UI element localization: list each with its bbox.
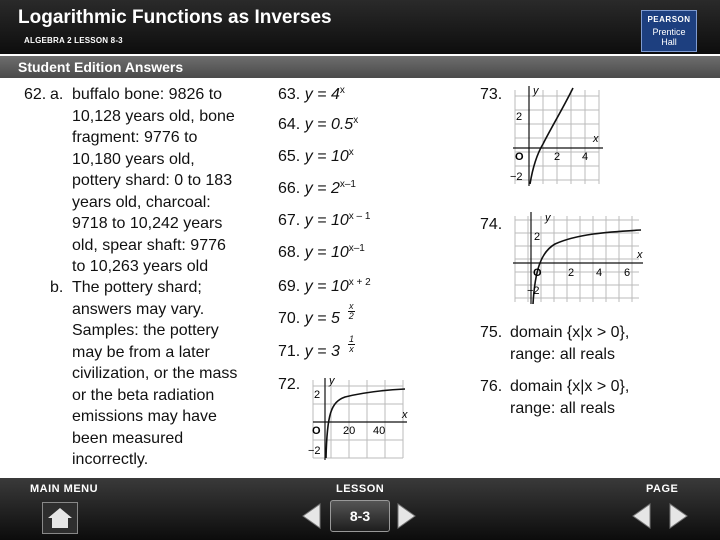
answer-number: 67.: [278, 212, 301, 229]
answer-number: 76.: [480, 378, 503, 395]
y-tick-label: −2: [308, 445, 321, 457]
answer-number: 65.: [278, 148, 301, 165]
part-a-line: 10,180 years old,: [72, 150, 195, 168]
fraction-exponent: [348, 335, 355, 354]
part-a-line: fragment: 9776 to: [72, 129, 198, 146]
answer-76-line1: domain {x|x > 0},: [510, 378, 630, 395]
home-button[interactable]: [42, 502, 78, 534]
answer-number: 70.: [278, 310, 301, 327]
lesson-button-label: 8-3: [349, 508, 371, 524]
answer-63: [278, 84, 345, 106]
answer-66: [278, 178, 356, 200]
logo-line3: Hall: [661, 37, 677, 47]
y-tick-label: −2: [527, 285, 540, 297]
problem-62-number: 62.: [24, 86, 47, 103]
answer-73-number: 73.: [480, 86, 503, 103]
next-page-icon[interactable]: [668, 502, 690, 530]
y-tick-label: 2: [534, 231, 541, 243]
y-tick-label: 2: [516, 111, 523, 123]
answer-exponent: x + 2: [348, 277, 371, 288]
answer-base: y = 3: [304, 343, 340, 360]
answer-74-number: 74.: [480, 216, 503, 233]
answer-base: y = 2: [304, 180, 340, 197]
answer-exponent: x–1: [339, 179, 356, 190]
x-tick-label: 6: [624, 267, 631, 279]
fraction-numerator: x: [349, 301, 354, 311]
next-lesson-icon[interactable]: [396, 502, 418, 530]
x-tick-label: 4: [582, 151, 589, 163]
answer-number: 69.: [278, 278, 301, 295]
origin-label: O: [533, 267, 542, 279]
y-tick-label: 2: [314, 389, 321, 401]
answer-72-number: 72.: [278, 376, 301, 393]
answer-base: y = 4: [304, 86, 340, 103]
part-a-label: a.: [50, 86, 64, 103]
part-a-line: old, spear shaft: 9776: [72, 236, 226, 254]
page-label: PAGE: [646, 483, 679, 495]
answer-number: 75.: [480, 324, 503, 341]
answer-number: 71.: [278, 343, 301, 360]
answer-65: [278, 146, 354, 168]
part-b-line: or the beta radiation: [72, 386, 215, 404]
answer-exponent: x–1: [348, 243, 365, 254]
origin-label: O: [312, 425, 321, 437]
answer-70: [278, 301, 354, 330]
answer-number: 63.: [278, 86, 301, 103]
grid-lines: [515, 90, 599, 184]
answer-75-line1: domain {x|x > 0},: [510, 324, 630, 341]
x-tick-label: 2: [554, 151, 561, 163]
y-tick-label: −2: [510, 171, 523, 183]
answer-base: y = 5: [304, 310, 340, 327]
answer-67: [278, 210, 370, 232]
fraction-denominator: x: [349, 344, 354, 354]
answer-exponent: x – 1: [348, 211, 371, 222]
logo-line1: PEARSON: [647, 15, 691, 24]
answer-number: 66.: [278, 180, 301, 197]
logo-line2: Prentice: [652, 27, 686, 37]
origin-label: O: [515, 151, 524, 163]
part-b-line: Samples: the pottery: [72, 322, 219, 339]
part-b-line: emissions may have: [72, 408, 217, 425]
graph-72: [305, 374, 413, 462]
footer-nav: [0, 478, 720, 540]
y-axis-label: y: [545, 212, 551, 224]
answer-exponent: x: [353, 115, 359, 126]
y-axis-label: y: [329, 375, 335, 387]
x-axis-label: x: [637, 249, 643, 261]
answers-content: [0, 80, 720, 475]
answer-75-line2: range: all reals: [510, 346, 615, 363]
log-curve: [326, 389, 405, 458]
section-title: Student Edition Answers: [18, 59, 184, 75]
graph-74: [507, 210, 647, 306]
part-b-line: The pottery shard;: [72, 279, 202, 296]
previous-page-icon[interactable]: [630, 502, 652, 530]
x-axis-label: x: [593, 133, 599, 145]
answer-number: 64.: [278, 116, 301, 133]
answer-64: [278, 114, 358, 136]
answer-base: y = 10: [304, 244, 349, 261]
header-bar: [0, 0, 720, 54]
part-a-line: pottery shard: 0 to 183: [72, 172, 233, 189]
answer-number: 68.: [278, 244, 301, 261]
part-a-line: 10,128 years old, bone: [72, 107, 235, 125]
part-b-line: incorrectly.: [72, 451, 149, 468]
part-b-label: b.: [50, 279, 64, 296]
lesson-subtitle: ALGEBRA 2 LESSON 8-3: [24, 36, 123, 45]
part-a-line: years old, charcoal:: [72, 193, 211, 211]
part-a-text: [72, 84, 272, 278]
main-menu-label: MAIN MENU: [30, 483, 99, 495]
part-b-line: may be from a later: [72, 343, 210, 361]
answer-base: y = 10: [304, 148, 349, 165]
part-b-text: [72, 277, 272, 471]
fraction-numerator: 1: [349, 334, 355, 344]
lesson-button[interactable]: [330, 500, 390, 532]
x-tick-label: 4: [596, 267, 603, 279]
answer-base: y = 10: [304, 278, 349, 295]
section-bar: [0, 56, 720, 78]
part-b-line: civilization, or the mass: [72, 365, 238, 382]
answer-75: [480, 322, 630, 363]
answer-base: y = 10: [304, 212, 349, 229]
x-tick-label: 20: [343, 425, 356, 437]
log-curve: [530, 88, 573, 184]
answer-exponent: x: [348, 147, 354, 158]
answer-exponent: x: [339, 85, 345, 96]
x-axis-label: x: [402, 409, 408, 421]
part-a-line: buffalo bone: 9826 to: [72, 86, 223, 103]
part-b-line: been measured: [72, 429, 184, 447]
previous-lesson-icon[interactable]: [300, 502, 322, 530]
fraction-exponent: [348, 302, 355, 321]
x-tick-label: 2: [568, 267, 575, 279]
publisher-logo: [641, 10, 697, 52]
fraction-denominator: 2: [348, 311, 354, 321]
home-icon: [43, 503, 77, 533]
y-axis-label: y: [533, 85, 539, 97]
part-a-line: 9718 to 10,242 years: [72, 215, 223, 232]
page-title: Logarithmic Functions as Inverses: [18, 7, 332, 28]
part-b-line: answers may vary.: [72, 300, 205, 318]
answer-69: [278, 276, 371, 298]
answer-base: y = 0.5: [304, 116, 354, 133]
answer-71: [278, 334, 355, 363]
answer-76: [480, 376, 630, 417]
lesson-label: LESSON: [336, 483, 385, 495]
answer-76-line2: range: all reals: [510, 400, 615, 417]
answer-68: [278, 242, 365, 264]
x-tick-label: 40: [373, 425, 386, 437]
part-a-line: to 10,263 years old: [72, 258, 209, 275]
graph-73: [507, 84, 607, 188]
